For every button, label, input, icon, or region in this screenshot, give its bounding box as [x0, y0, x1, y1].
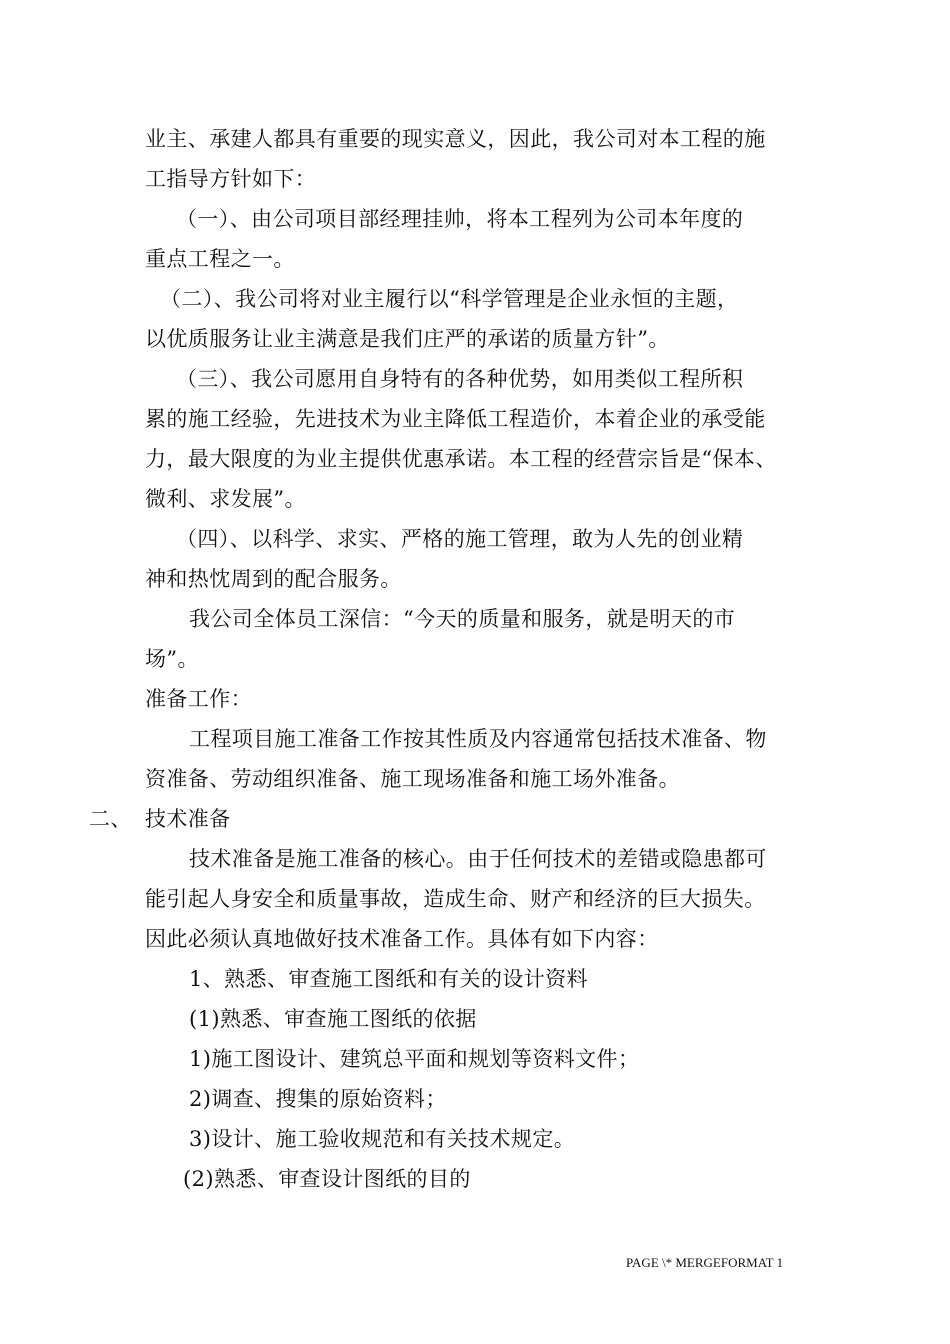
section-heading: 准备工作： [145, 687, 252, 711]
list-item: 1)施工图设计、建筑总平面和规划等资料文件； [189, 1047, 640, 1071]
body-text-line: 微利、求发展”。 [145, 487, 306, 511]
body-text-line: （二）、我公司将对业主履行以“科学管理是企业永恒的主题， [160, 287, 739, 311]
list-item: 3)设计、施工验收规范和有关技术规定。 [189, 1127, 576, 1151]
body-text-line: 神和热忱周到的配合服务。 [145, 567, 402, 591]
list-item: (1)熟悉、审查施工图纸的依据 [189, 1007, 477, 1031]
body-text-line: 累的施工经验，先进技术为业主降低工程造价，本着企业的承受能 [145, 407, 766, 431]
list-item: (2)熟悉、审查设计图纸的目的 [183, 1167, 471, 1191]
section-heading: 技术准备 [145, 807, 231, 831]
body-text-line: 能引起人身安全和质量事故，造成生命、财产和经济的巨大损失。 [145, 887, 766, 911]
body-text-line: 业主、承建人都具有重要的现实意义，因此，我公司对本工程的施 [145, 127, 766, 151]
body-text-line: 资准备、劳动组织准备、施工现场准备和施工场外准备。 [145, 767, 680, 791]
body-text-line: （一）、由公司项目部经理挂帅，将本工程列为公司本年度的 [176, 207, 744, 231]
body-text-line: 工指导方针如下： [145, 167, 317, 191]
body-text-line: 工程项目施工准备工作按其性质及内容通常包括技术准备、物 [189, 727, 767, 751]
body-text-line: 场”。 [145, 647, 199, 671]
body-text-line: 技术准备是施工准备的核心。由于任何技术的差错或隐患都可 [189, 847, 767, 871]
list-item: 2)调查、搜集的原始资料； [189, 1087, 447, 1111]
list-item: 1、熟悉、审查施工图纸和有关的设计资料 [189, 967, 588, 991]
page-footer: PAGE \* MERGEFORMAT 1 [626, 1255, 784, 1270]
section-number: 二、 [89, 807, 132, 831]
body-text-line: （四）、以科学、求实、严格的施工管理，敢为人先的创业精 [176, 527, 744, 551]
body-text-line: 我公司全体员工深信：“今天的质量和服务，就是明天的市 [189, 607, 736, 631]
body-text-line: 力，最大限度的为业主提供优惠承诺。本工程的经营宗旨是“保本、 [145, 447, 777, 471]
body-text-line: （三）、我公司愿用自身特有的各种优势，如用类似工程所积 [176, 367, 744, 391]
body-text-line: 重点工程之一。 [145, 247, 295, 271]
body-text-line: 因此必须认真地做好技术准备工作。具体有如下内容： [145, 927, 659, 951]
body-text-line: 以优质服务让业主满意是我们庄严的承诺的质量方针”。 [145, 327, 670, 351]
